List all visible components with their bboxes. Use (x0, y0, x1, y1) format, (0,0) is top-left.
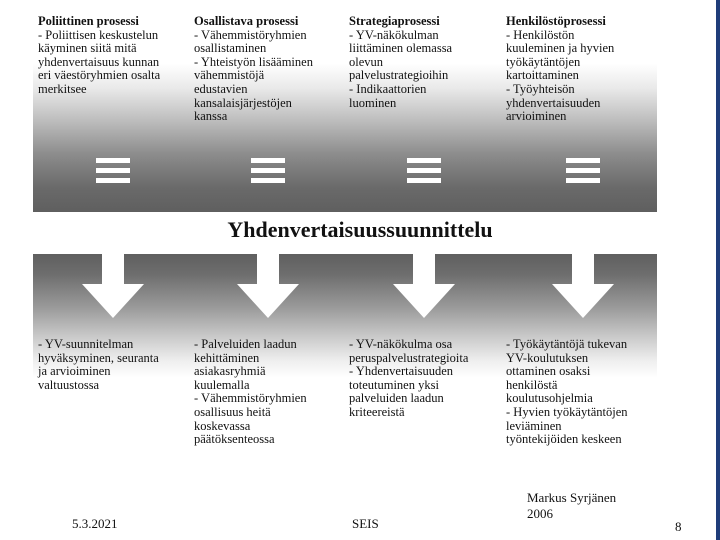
equals-connector (407, 158, 441, 184)
outcome-column-strategy (349, 338, 507, 420)
process-column-strategy (349, 15, 507, 110)
equals-connector (251, 158, 285, 184)
process-title: Henkilöstöprosessi (506, 14, 606, 28)
equals-connector (96, 158, 130, 184)
process-title: Poliittinen prosessi (38, 14, 139, 28)
process-title: Osallistava prosessi (194, 14, 299, 28)
down-arrow-icon (550, 254, 616, 320)
down-arrow-icon (80, 254, 146, 320)
outcome-description: - YV-näkökulma osa peruspalvelustrategioita - Yhdenvertaisuuden toteutuminen yksi palveluiden laadun kriteereistä (349, 337, 469, 419)
footer-organization: SEIS (352, 516, 379, 531)
process-description: - Vähemmistöryhmien osallistaminen - Yhteistyön lisääminen vähemmistöjä edustavien kansalaisjärjestöjen kanssa (194, 27, 313, 124)
outcome-description: - Palveluiden laadun kehittäminen asiakasryhmiä kuulemalla - Vähemmistöryhmien osallisuus heitä koskevassa päätöksenteossa (194, 337, 307, 447)
process-title: Strategiaprosessi (349, 14, 440, 28)
slide-number: 8 (675, 519, 682, 534)
center-title: Yhdenvertaisuussuunnittelu (227, 217, 493, 242)
process-description: - YV-näkökulman liittäminen olemassa olevun palvelustrategioihin - Indikaattorien luominen (349, 27, 453, 110)
outcome-description: - Työkäytäntöjä tukevan YV-koulutuksen ottaminen osaksi henkilöstä koulutusohjelmia - Hyvien työkäytäntöjen leviäminen työntekijöiden keskeen (506, 337, 628, 447)
process-description: - Henkilöstön kuuleminen ja hyvien työkäytäntöjen kartoittaminen - Työyhteisön yhdenvertaisuuden arvioiminen (506, 27, 615, 124)
process-column-political (38, 15, 196, 97)
outcome-column-political (38, 338, 196, 392)
outcome-column-participatory (194, 338, 352, 447)
footer-author: Markus Syrjänen 2006 (527, 490, 617, 521)
process-column-participatory (194, 15, 352, 124)
down-arrow-icon (235, 254, 301, 320)
process-description: - Poliittisen keskustelun käyminen siitä mitä yhdenvertaisuus kunnan eri väestöryhmien osalta merkitsee (38, 27, 161, 96)
outcome-description: - YV-suunnitelman hyväksyminen, seuranta ja arvioiminen valtuustossa (38, 337, 159, 392)
slide-edge-bar (716, 0, 720, 540)
footer-date: 5.3.2021 (72, 516, 118, 531)
process-column-personnel (506, 15, 664, 124)
equals-connector (566, 158, 600, 184)
outcome-column-personnel (506, 338, 664, 447)
down-arrow-icon (391, 254, 457, 320)
